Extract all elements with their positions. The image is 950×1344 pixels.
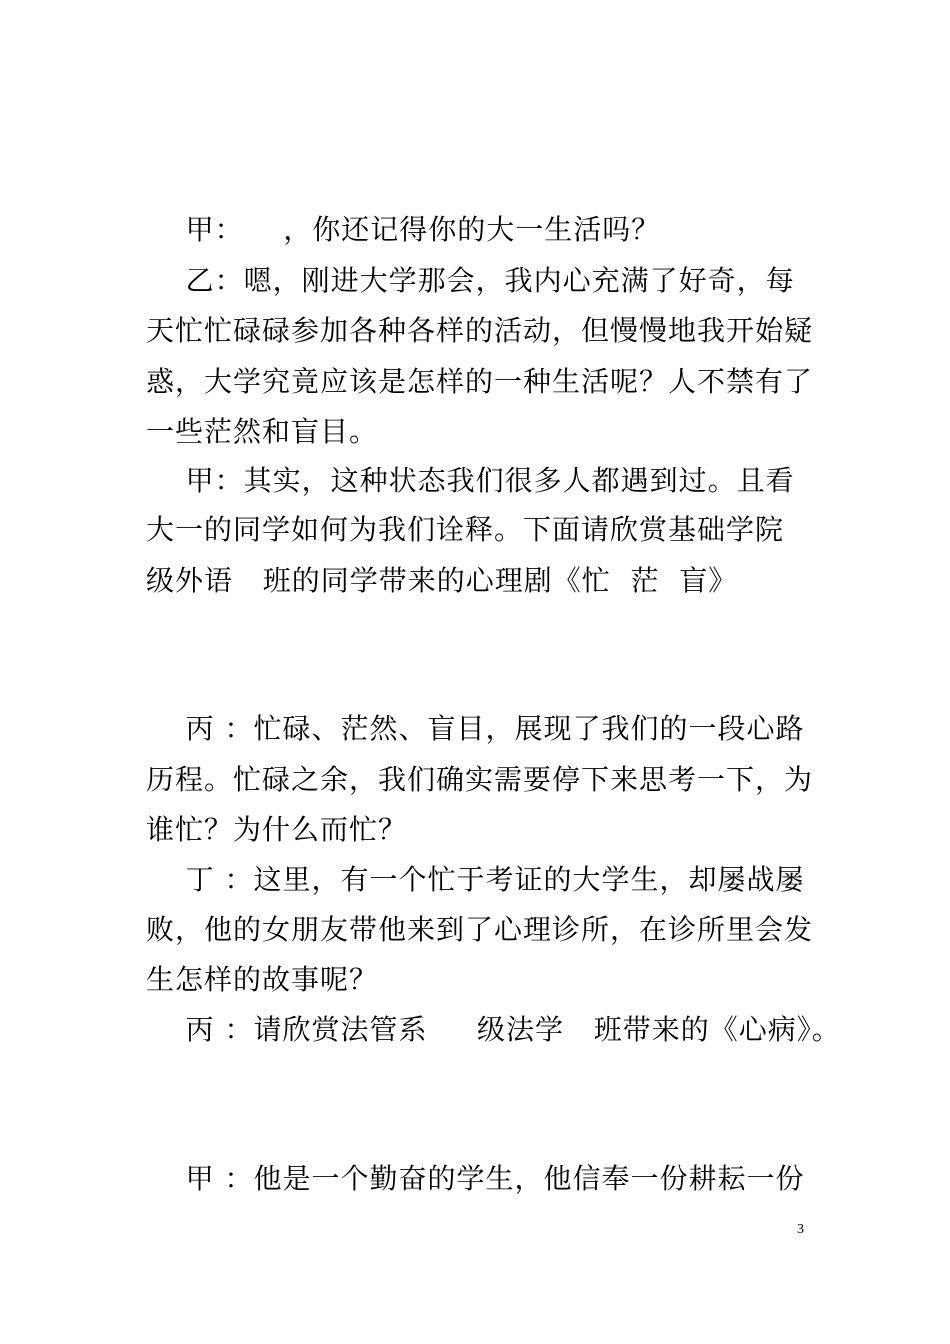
text-line: 乙：嗯，刚进大学那会，我内心充满了好奇，每 <box>146 264 795 297</box>
text-line: 谁忙？为什么而忙？ <box>146 813 408 846</box>
text-line: 甲： ，你还记得你的大一生活吗？ <box>146 213 661 246</box>
text-line: 级外语 班的同学带来的心理剧《忙 茫 盲》 <box>146 564 738 597</box>
text-line: 天忙忙碌碌参加各种各样的活动，但慢慢地我开始疑 <box>146 314 814 347</box>
text-line: 败，他的女朋友带他来到了心理诊所，在诊所里会发 <box>146 913 814 946</box>
text-line: 一些茫然和盲目。 <box>146 415 379 448</box>
text-line: 丙 ：请欣赏法管系 级法学 班带来的《心病》。 <box>146 1013 841 1046</box>
text-line: 历程。忙碌之余，我们确实需要停下来思考一下，为 <box>146 763 814 796</box>
text-line: 生怎样的故事呢？ <box>146 963 379 996</box>
text-line: 惑，大学究竟应该是怎样的一种生活呢？人不禁有了 <box>146 365 814 398</box>
text-line: 甲：其实，这种状态我们很多人都遇到过。且看 <box>146 464 795 497</box>
page-number: 3 <box>797 1222 804 1237</box>
text-line: 甲 ：他是一个勤奋的学生，他信奉一份耕耘一份 <box>146 1162 805 1195</box>
text-line: 丁 ：这里，有一个忙于考证的大学生，却屡战屡 <box>146 863 805 896</box>
text-line: 丙 ：忙碌、茫然、盲目，展现了我们的一段心路 <box>146 712 805 745</box>
text-line: 大一的同学如何为我们诠释。下面请欣赏基础学院 <box>146 513 785 546</box>
